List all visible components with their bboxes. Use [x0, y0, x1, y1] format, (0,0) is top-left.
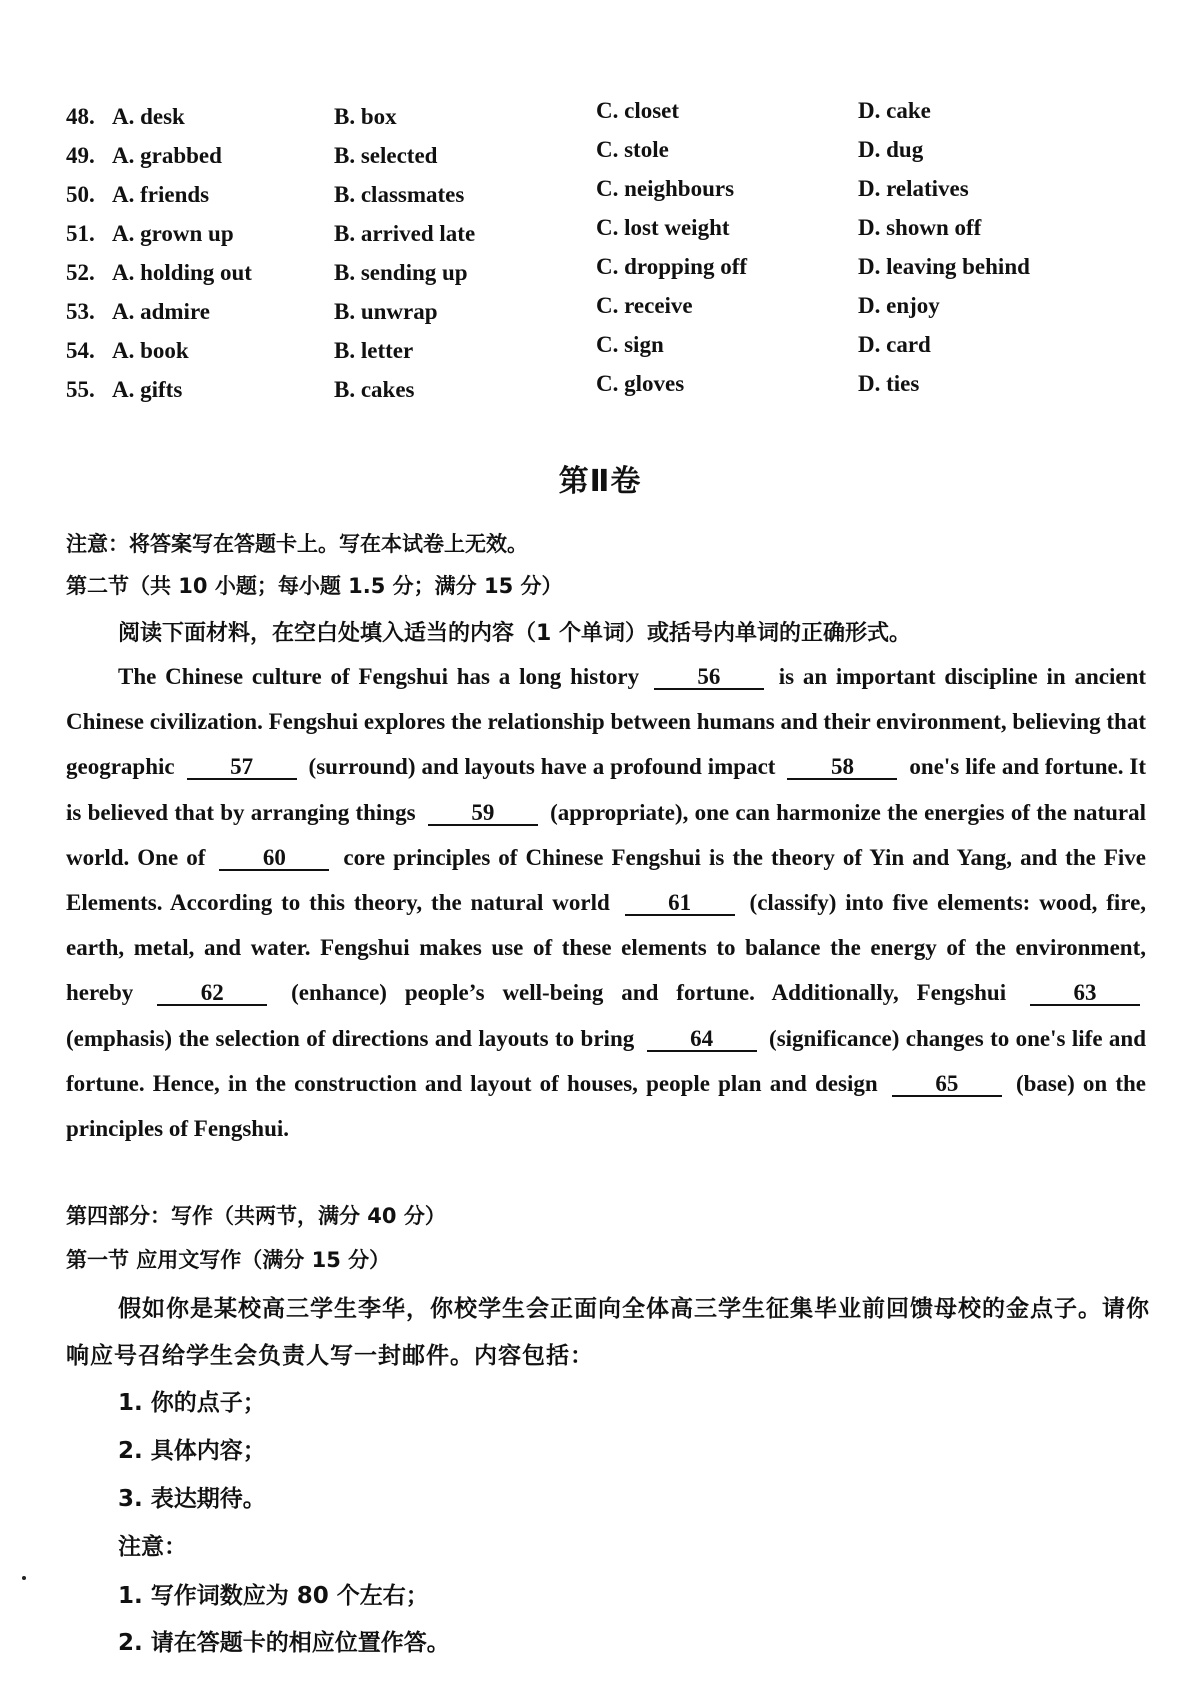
blank-56: 56 [654, 666, 764, 690]
section2-header: 第二节（共 10 小题；每小题 1.5 分；满分 15 分） [66, 574, 563, 598]
question-number: 49. [66, 143, 95, 168]
blank-61: 61 [625, 892, 735, 916]
option-c: C. lost weight [596, 215, 730, 240]
option-b: B. sending up [334, 260, 468, 285]
option-d: D. enjoy [858, 293, 940, 318]
passage-text: (enhance) people’s well-being and fortune. Additionally, Fengshui [291, 980, 1007, 1006]
option-b: B. letter [334, 338, 414, 363]
option-c: C. neighbours [596, 176, 735, 201]
passage-text: (base) on the principles of Fengshui. [66, 1070, 1147, 1142]
passage-text: (surround) and layouts have a profound impact [308, 754, 776, 780]
option-d: D. leaving behind [858, 254, 1030, 279]
option-a: A. desk [112, 104, 185, 129]
passage-text: The Chinese culture of Fengshui has a long history [118, 664, 640, 689]
note-item-2: 2. 请在答题卡的相应位置作答。 [118, 1630, 450, 1656]
content-item-2: 2. 具体内容； [118, 1438, 266, 1464]
option-b: B. arrived late [334, 221, 476, 246]
blank-64: 64 [647, 1028, 757, 1052]
option-d: D. relatives [858, 176, 969, 201]
option-b: B. unwrap [334, 299, 438, 324]
blank-65: 65 [892, 1073, 1002, 1097]
question-number: 48. [66, 104, 95, 129]
option-b: B. classmates [334, 182, 465, 207]
writing-section1-header: 第一节 应用文写作（满分 15 分） [66, 1248, 391, 1272]
option-c: C. stole [596, 137, 669, 162]
question-number: 51. [66, 221, 95, 246]
passage-text: core principles of Chinese Fengshui is the theory of Yin and Yang, and the Five Elements. According to this theory, the natural world [66, 844, 1147, 916]
option-b: B. cakes [334, 377, 415, 402]
option-c: C. gloves [596, 371, 685, 396]
passage-text: is an important discipline in ancient Chinese civilization. Fengshui explores the relationship between humans and their environment, believing that geographic [66, 664, 1147, 780]
fengshui-passage [66, 654, 1146, 1151]
writing-prompt: 假如你是某校高三学生李华，你校学生会正面向全体高三学生征集毕业前回馈母校的金点子。请你响应号召给学生会负责人写一封邮件。内容包括： [66, 1296, 1150, 1369]
passage-text: (emphasis) the selection of directions and layouts to bring [66, 1025, 635, 1051]
option-c: C. receive [596, 293, 693, 318]
option-a: A. grabbed [112, 143, 222, 168]
cloze-options-grid [66, 98, 1146, 416]
passage-text: (classify) into five elements: wood, fire, earth, metal, and water. Fengshui makes use of these elements to balance the energy of the environment, hereby [66, 890, 1147, 1006]
section2-instruction: 阅读下面材料，在空白处填入适当的内容（1 个单词）或括号内单词的正确形式。 [118, 621, 911, 646]
option-a: A. friends [112, 182, 210, 207]
blank-60: 60 [219, 847, 329, 871]
option-d: D. cake [858, 98, 931, 123]
option-a: A. book [112, 338, 189, 363]
blank-62: 62 [157, 982, 267, 1006]
option-d: D. ties [858, 371, 920, 396]
option-row-55 [66, 371, 1146, 416]
question-number: 53. [66, 299, 95, 324]
blank-57: 57 [187, 756, 297, 780]
question-number: 55. [66, 377, 95, 402]
volume-title: 第Ⅱ卷 [558, 464, 642, 499]
option-a: A. grown up [112, 221, 234, 246]
option-b: B. box [334, 104, 397, 129]
passage-text: (significance) changes to one's life and fortune. Hence, in the construction and layout of houses, people plan and design [66, 1025, 1147, 1096]
blank-63: 63 [1030, 982, 1140, 1006]
passage-text: one's life and fortune. It is believed that by arranging things [66, 754, 1147, 825]
option-d: D. dug [858, 137, 924, 162]
question-number: 50. [66, 182, 95, 207]
blank-59: 59 [428, 802, 538, 826]
part4-header: 第四部分：写作（共两节，满分 40 分） [66, 1204, 446, 1228]
option-c: C. sign [596, 332, 664, 357]
option-a: A. admire [112, 299, 210, 324]
content-item-1: 1. 你的点子； [118, 1390, 266, 1416]
notes-label: 注意： [118, 1534, 187, 1560]
answer-notice: 注意：将答案写在答题卡上。写在本试卷上无效。 [66, 532, 528, 556]
option-c: C. closet [596, 98, 680, 123]
option-a: A. holding out [112, 260, 252, 285]
option-b: B. selected [334, 143, 438, 168]
question-number: 52. [66, 260, 95, 285]
content-item-3: 3. 表达期待。 [118, 1486, 266, 1512]
blank-58: 58 [787, 756, 897, 780]
option-d: D. shown off [858, 215, 982, 240]
option-d: D. card [858, 332, 931, 357]
option-c: C. dropping off [596, 254, 748, 279]
note-item-1: 1. 写作词数应为 80 个左右； [118, 1583, 429, 1609]
passage-text: (appropriate), one can harmonize the energies of the natural world. One of [66, 799, 1147, 870]
option-a: A. gifts [112, 377, 183, 402]
scan-speck [22, 1576, 26, 1580]
question-number: 54. [66, 338, 95, 363]
